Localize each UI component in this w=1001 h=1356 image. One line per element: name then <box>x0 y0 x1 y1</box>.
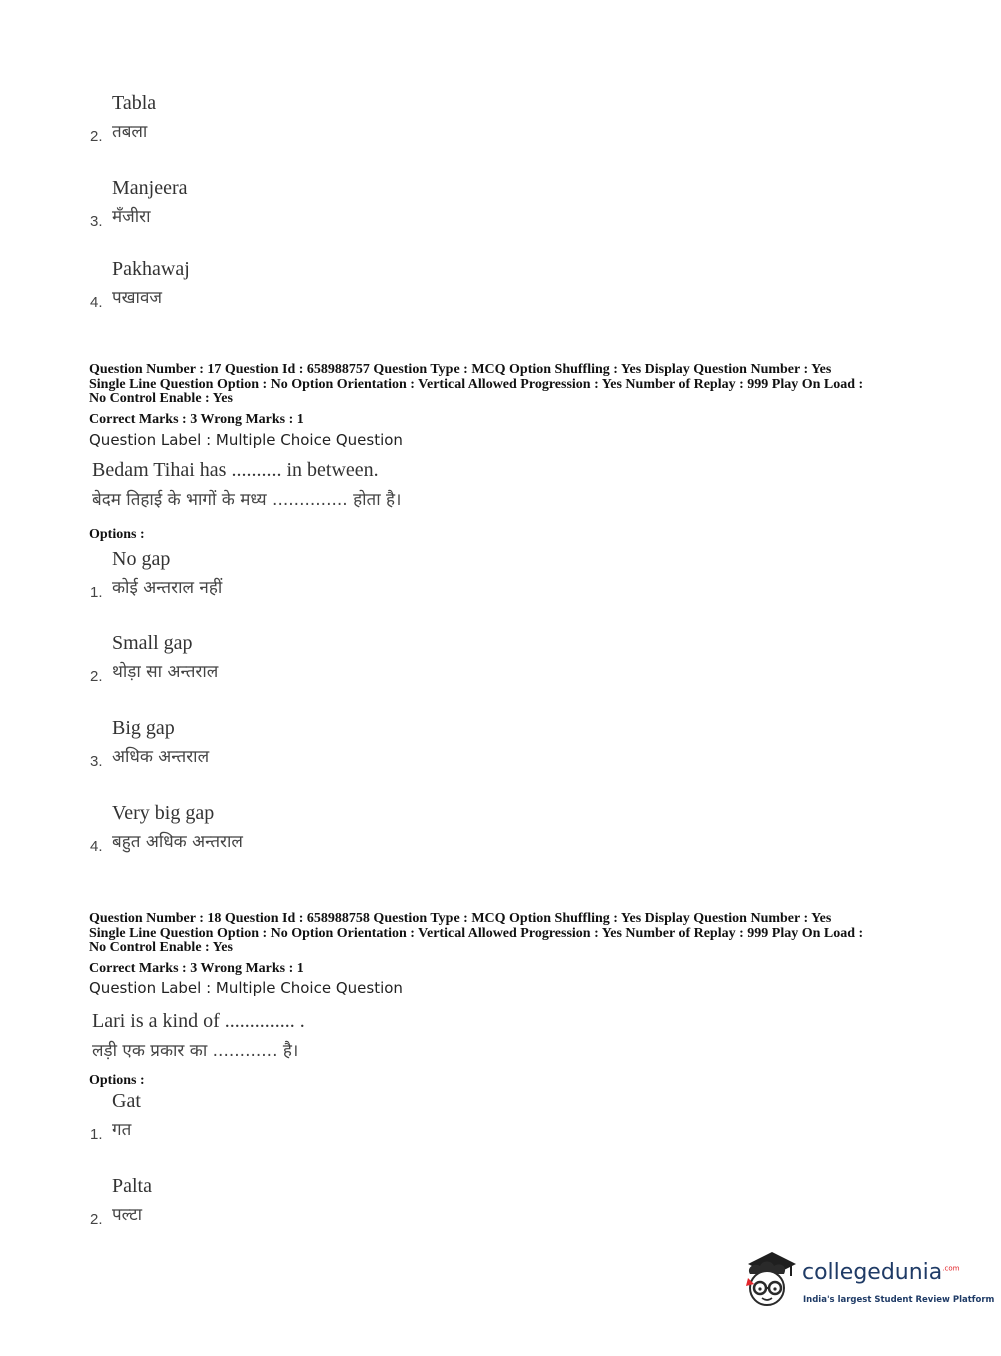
option-number: 1. <box>90 584 103 601</box>
option-text-hindi: थोड़ा सा अन्तराल <box>112 662 219 682</box>
question-text-hindi: लड़ी एक प्रकार का ............ है। <box>92 1041 299 1061</box>
question-meta <box>89 912 929 956</box>
question-text-hindi: बेदम तिहाई के भागों के मध्य .............. होता है। <box>92 490 402 510</box>
option-text-hindi: तबला <box>112 122 148 142</box>
question-text-english: Lari is a kind of .............. . <box>92 1010 305 1032</box>
option-text-hindi: पखावज <box>112 288 163 308</box>
option-number: 3. <box>90 213 103 230</box>
option-text-english: Gat <box>112 1090 141 1112</box>
option-text-hindi: कोई अन्तराल नहीं <box>112 578 223 598</box>
marks-info: Correct Marks : 3 Wrong Marks : 1 <box>89 412 304 427</box>
collegedunia-logo <box>742 1248 995 1316</box>
option-text-english: Small gap <box>112 632 193 654</box>
option-text-hindi: पल्टा <box>112 1205 143 1225</box>
option-number: 2. <box>90 668 103 685</box>
option-text-hindi: अधिक अन्तराल <box>112 747 210 767</box>
brand-suffix: .com <box>942 1264 960 1273</box>
option-number: 2. <box>90 128 103 145</box>
mascot-icon <box>742 1248 800 1312</box>
option-text-english: No gap <box>112 548 171 570</box>
brand-name <box>802 1260 959 1285</box>
meta-line: Question Number : 17 Question Id : 658988757 Question Type : MCQ Option Shuffling : Yes Display Question Number : Yes <box>89 362 832 377</box>
options-heading: Options : <box>89 1073 145 1088</box>
option-number: 2. <box>90 1211 103 1228</box>
option-text-english: Palta <box>112 1175 152 1197</box>
meta-line: Single Line Question Option : No Option Orientation : Vertical Allowed Progression : Yes Number of Replay : 999 Play On Load : <box>89 376 864 392</box>
marks-info: Correct Marks : 3 Wrong Marks : 1 <box>89 961 304 976</box>
question-label: Question Label : Multiple Choice Question <box>89 979 403 997</box>
option-number: 4. <box>90 838 103 855</box>
option-text-hindi: बहुत अधिक अन्तराल <box>112 832 243 852</box>
option-text-english: Pakhawaj <box>112 258 190 280</box>
meta-line: No Control Enable : Yes <box>89 391 233 406</box>
option-text-hindi: गत <box>112 1120 132 1140</box>
question-label: Question Label : Multiple Choice Question <box>89 431 403 449</box>
question-meta <box>89 363 929 407</box>
brand-text: collegedunia <box>802 1260 943 1285</box>
meta-line: Single Line Question Option : No Option Orientation : Vertical Allowed Progression : Yes Number of Replay : 999 Play On Load : <box>89 925 864 941</box>
meta-line: No Control Enable : Yes <box>89 940 233 955</box>
option-number: 1. <box>90 1126 103 1143</box>
option-text-english: Manjeera <box>112 177 188 199</box>
brand-tagline: India's largest Student Review Platform <box>803 1295 995 1305</box>
options-heading: Options : <box>89 527 145 542</box>
meta-line: Question Number : 18 Question Id : 658988758 Question Type : MCQ Option Shuffling : Yes Display Question Number : Yes <box>89 911 832 926</box>
option-number: 3. <box>90 753 103 770</box>
option-text-english: Big gap <box>112 717 175 739</box>
option-number: 4. <box>90 294 103 311</box>
option-text-english: Tabla <box>112 92 157 114</box>
option-text-english: Very big gap <box>112 802 215 824</box>
question-text-english: Bedam Tihai has .......... in between. <box>92 459 379 481</box>
option-text-hindi: मँजीरा <box>112 207 151 227</box>
